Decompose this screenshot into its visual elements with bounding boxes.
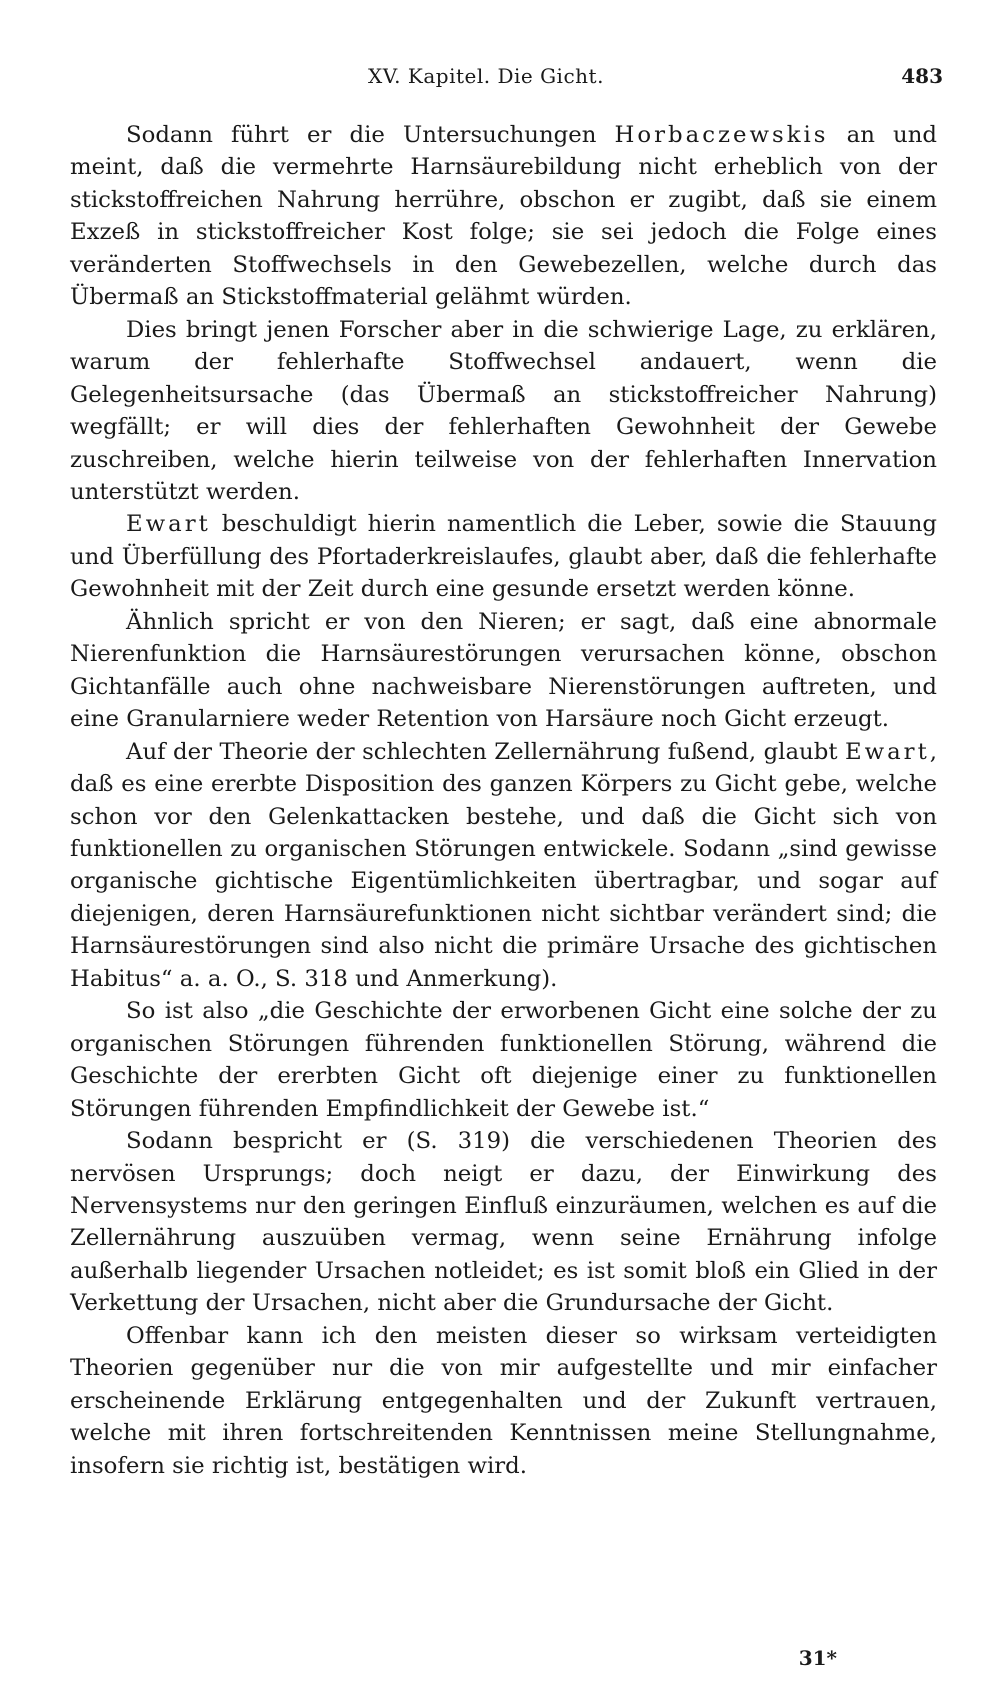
author-name-ewart-2: Ewart [844,738,930,765]
paragraph-5-before: Auf der Theorie der schlechten Zellernährung fußend, glaubt [126,738,845,765]
paragraph-3-after: beschuldigt hierin namentlich die Leber, sowie die Stauung und Überfüllung des Pfortaderkreislaufes, glaubt aber, daß die fehlerhafte Gewohnheit mit der Zeit durch eine gesunde ersetzt werden könne. [70,511,937,603]
paragraph-1-before: Sodann führt er die Untersuchungen [126,122,615,148]
author-name-horbaczewski: Horbaczewskis [614,122,829,148]
body-text [70,119,937,1482]
author-name-ewart: Ewart [126,511,211,538]
paragraph-2: Dies bringt jenen Forscher aber in die schwierige Lage, zu erklären, warum der fehlerhafte Stoffwechsel andauert, wenn die Gelegenheitsursache (das Übermaß an stickstoffreicher Nahrung) wegfällt; er will dies der fehlerhaften Gewohnheit der Gewebe zuschreiben, welche hierin teilweise von der fehlerhaften Innervation unterstützt werden. [70,316,937,505]
paragraph-6: So ist also „die Geschichte der erworbenen Gicht eine solche der zu organischen Störungen führenden funktionellen Störung, während die Geschichte der ererbten Gicht oft diejenige einer zu funktionellen Störungen führenden Empfindlichkeit der Gewebe ist.“ [70,998,937,1122]
running-head [0,64,1000,98]
page-number: 483 [901,64,943,88]
signature-mark: 31* [798,1646,837,1670]
paragraph-5-after: , daß es eine ererbte Disposition des ganzen Körpers zu Gicht gebe, welche schon vor den Gelenkattacken bestehe, und daß die Gicht sich von funktionellen zu organischen Störungen entwickele. Sodann „sind gewisse organische gichtische Eigentümlichkeiten übertragbar, und sogar auf diejenigen, deren Harnsäurefunktionen nicht sichtbar verändert sind; die Harnsäurestörungen sind also nicht die primäre Ursache des gichtischen Habitus“ a. a. O., S. 318 und Anmerkung). [70,738,937,992]
paragraph-3 [70,508,937,605]
running-title: XV. Kapitel. Die Gicht. [368,64,604,88]
paragraph-1 [70,119,937,314]
paragraph-8: Offenbar kann ich den meisten dieser so wirksam verteidigten Theorien gegenüber nur die von mir aufgestellte und mir einfacher erscheinende Erklärung entgegenhalten und der Zukunft vertrauen, welche mit ihren fortschreitenden Kenntnissen meine Stellungnahme, insofern sie richtig ist, bestätigen wird. [70,1322,937,1479]
paragraph-1-after: an und meint, daß die vermehrte Harnsäurebildung nicht erheblich von der stickstoffreichen Nahrung herrühre, obschon er zugibt, daß sie einem Exzeß in stickstoffreicher Kost folge; sie sei jedoch die Folge eines veränderten Stoffwechsels in den Gewebezellen, welche durch das Übermaß an Stickstoffmaterial gelähmt würden. [70,122,937,311]
paragraph-4: Ähnlich spricht er von den Nieren; er sagt, daß eine abnormale Nierenfunktion die Harnsäurestörungen verursachen könne, obschon Gichtanfälle auch ohne nachweisbare Nierenstörungen auftreten, und eine Granularniere weder Retention von Harsäure noch Gicht erzeugt. [70,608,937,733]
paragraph-7: Sodann bespricht er (S. 319) die verschiedenen Theorien des nervösen Ursprungs; doch neigt er dazu, der Einwirkung des Nervensystems nur den geringen Einfluß einzuräumen, welchen es auf die Zellernährung auszuüben vermag, wenn seine Ernährung infolge außerhalb liegender Ursachen notleidet; es ist somit bloß ein Glied in der Verkettung der Ursachen, nicht aber die Grundursache der Gicht. [70,1128,937,1317]
paragraph-5 [70,736,937,996]
